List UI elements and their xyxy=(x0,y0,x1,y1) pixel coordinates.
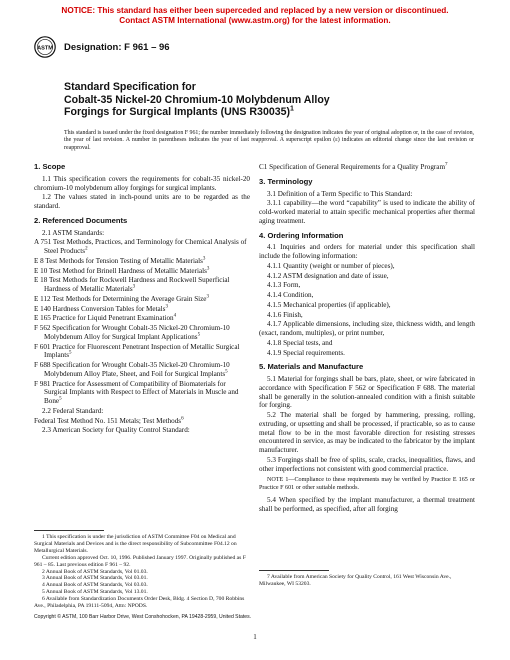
ordering-heading: 4. Ordering Information xyxy=(259,230,344,240)
title-line-2: Cobalt-35 Nickel-20 Chromium-10 Molybdenum Alloy xyxy=(64,93,330,106)
footnote-ref: 7 xyxy=(445,162,448,168)
scope-heading: 1. Scope xyxy=(34,162,66,171)
footnote-ref: 3 xyxy=(132,284,136,290)
footnotes-right xyxy=(259,574,475,588)
ref-e8 xyxy=(34,257,250,266)
footnote-ref: 2 xyxy=(85,246,88,252)
copyright: Copyright © ASTM, 100 Barr Harbor Drive, West Conshohocken, PA 19428-2959, United States. xyxy=(34,614,252,620)
para-3-1-1: 3.1.1 capability—the word “capability” is used to indicate the ability of cold-worked material to attain specific mechanical properties after thermal aging treatment. xyxy=(259,199,475,225)
footnote-ref: 3 xyxy=(206,266,210,272)
para-2-2: 2.2 Federal Standard: xyxy=(42,406,104,415)
ref-f981-text: F 981 Practice for Assessment of Compatibility of Biomaterials for Surgical Implants with Respect to Effect of Materials in Muscle and Bone xyxy=(34,379,239,405)
footnote: 2 Annual Book of ASTM Standards, Vol 01.03. xyxy=(42,568,148,575)
ref-f601-text: F 601 Practice for Fluorescent Penetrant Inspection of Metallic Surgical Implants xyxy=(34,342,240,360)
title-line-1: Standard Specification for xyxy=(64,81,196,93)
footnote-ref: 3 xyxy=(206,294,209,300)
para-5-1: 5.1 Material for forgings shall be bars, plate, sheet, or wire fabricated in accordance with Specification F 562 or Specification F 688. The material shall be generally in the solution-annealed condition with a finish suitable for forging. xyxy=(259,375,475,410)
ref-e10-text: E 10 Test Method for Brinell Hardness of Metallic Materials xyxy=(34,266,207,275)
ref-e165 xyxy=(34,314,250,323)
title-footnote-ref: 1 xyxy=(290,105,294,113)
order-item: 4.1.7 Applicable dimensions, including size, thickness width, and length (exact, random, multiples), or print number, xyxy=(259,320,475,337)
svg-text:ASTM: ASTM xyxy=(37,45,53,52)
order-item: 4.1.3 Form, xyxy=(267,281,301,290)
order-item: 4.1.4 Condition, xyxy=(267,291,314,299)
order-item: 4.1.8 Special tests, and xyxy=(267,338,333,347)
ref-e8-text: E 8 Test Methods for Tension Testing of Metallic Materials xyxy=(34,256,203,265)
footnote-ref: 4 xyxy=(173,313,177,319)
ref-e10 xyxy=(34,267,250,276)
note-1: NOTE 1—Compliance to these requirements may be verified by Practice E 165 or Practice F 601 or other suitable methods. xyxy=(259,477,475,491)
order-item: 4.1.6 Finish, xyxy=(267,310,303,319)
footnote: 1 This specification is under the jurisdiction of ASTM Committee F04 on Medical and Surgical Materials and Devices and is the direct responsibility of Subcommittee F04.12 on Metallurgical Materials. xyxy=(34,534,237,554)
footnote-ref: 5 xyxy=(69,350,72,356)
ref-f601 xyxy=(34,343,250,361)
footnote-ref: 5 xyxy=(225,369,228,375)
ref-f688 xyxy=(34,361,250,379)
ref-a751-text: A 751 Test Methods, Practices, and Terminology for Chemical Analysis of Steel Products xyxy=(34,238,247,255)
ref-e112 xyxy=(34,295,250,304)
footnotes-left xyxy=(34,534,250,610)
para-3-1: 3.1 Definition of a Term Specific to This Standard: xyxy=(267,189,413,198)
designation: Designation: F 961 – 96 xyxy=(64,42,170,53)
para-5-2: 5.2 The material shall be forged by hammering, pressing, rolling, extruding, or upsetting and shall be processed, if practicable, so as to cause metal flow to be in the most favorable direction for resisting stresses encountered in service, as may be indicated to the fabricator by the implant manufacturer. xyxy=(259,411,475,454)
page-number: 1 xyxy=(253,633,257,641)
footnote-divider-right xyxy=(259,570,329,571)
title-line-3-text: Forgings for Surgical Implants (UNS R30035) xyxy=(64,106,291,119)
footnote-ref: 3 xyxy=(165,304,168,310)
footnote-ref: 3 xyxy=(202,256,206,262)
ref-e140 xyxy=(34,305,250,314)
para-1-1: 1.1 This specification covers the requirements for cobalt-35 nickel-20 chromium-10 molybdenum alloy forgings for surgical implants. xyxy=(34,174,250,192)
ref-e165-text: E 165 Practice for Liquid Penetrant Examination xyxy=(34,314,174,323)
ref-f981 xyxy=(34,380,250,406)
materials-heading: 5. Materials and Manufacture xyxy=(259,362,364,372)
ref-c1 xyxy=(259,163,475,172)
astm-logo xyxy=(34,36,56,58)
ref-e140-text: E 140 Hardness Conversion Tables for Metals xyxy=(34,304,166,313)
preamble: This standard is issued under the fixed designation F 961; the number immediately following the designation indicates the year of original adoption or, in the case of revision, the year of last revision. A number in parentheses indicates the year of last reapproval. A superscript epsilon (ε) indicates an editorial change since the last revision or reapproval. xyxy=(64,130,474,151)
ref-fed151-text: Federal Test Method No. 151 Metals; Test Methods xyxy=(34,416,182,425)
ref-c1-text: C1 Specification of General Requirements for a Quality Program xyxy=(259,163,445,171)
notice-line-2: Contact ASTM International (www.astm.org) for the latest information. xyxy=(119,16,391,25)
document-title xyxy=(64,81,464,119)
supersede-notice xyxy=(0,6,510,26)
ref-fed151 xyxy=(34,417,250,426)
footnote-ref: 5 xyxy=(197,332,201,338)
para-2-1: 2.1 ASTM Standards: xyxy=(42,228,105,237)
footnote: 5 Annual Book of ASTM Standards, Vol 13.01. xyxy=(42,589,148,596)
ref-e18-text: E 18 Test Methods for Rockwell Hardness and Rockwell Superficial Hardness of Metallic Materials xyxy=(34,276,230,293)
ref-e112-text: E 112 Test Methods for Determining the Average Grain Size xyxy=(34,294,207,303)
footnote: 6 Available from Standardization Documents Order Desk, Bldg. 4 Section D, 700 Robbins Ave., Philadelphia, PA 19111-5094, Attn: NPODS. xyxy=(34,596,245,610)
footnote-ref: 5 xyxy=(59,396,62,402)
para-5-3: 5.3 Forgings shall be free of splits, scale, cracks, inequalities, flaws, and other imperfections not consistent with good commercial practice. xyxy=(259,455,475,473)
footnote: Current edition approved Oct. 10, 1996. Published January 1997. Originally published as F 961 – 85. Last previous edition F 961 – 92. xyxy=(34,554,246,568)
left-column xyxy=(34,163,250,436)
ref-e18 xyxy=(34,276,250,294)
order-item: 4.1.9 Special requirements. xyxy=(267,348,345,357)
refs-heading: 2. Referenced Documents xyxy=(34,215,128,225)
order-item: 4.1.2 ASTM designation and date of issue, xyxy=(267,271,389,280)
para-4-1: 4.1 Inquiries and orders for material under this specification shall include the following information: xyxy=(259,243,475,260)
title-line-3 xyxy=(64,106,464,119)
order-item: 4.1.1 Quantity (weight or number of pieces), xyxy=(267,261,395,270)
footnote: 7 Available from American Society for Quality Control, 161 West Wisconsin Ave., Milwaukee, WI 53203. xyxy=(259,574,452,587)
para-1-2: 1.2 The values stated in inch-pound units are to be regarded as the standard. xyxy=(34,193,250,210)
notice-line-1: NOTICE: This standard has either been superceded and replaced by a new version or discontinued. xyxy=(61,6,449,15)
ref-f562-text: F 562 Specification for Wrought Cobalt-35 Nickel-20 Chromium-10 Molybdenum Alloy for Surgical Implant Applications xyxy=(34,324,230,341)
order-item: 4.1.5 Mechanical properties (if applicable), xyxy=(267,300,391,309)
para-5-4: 5.4 When specified by the implant manufacturer, a thermal treatment shall be performed, as specified, after all forging xyxy=(259,496,475,513)
footnote: 3 Annual Book of ASTM Standards, Vol 03.01. xyxy=(42,575,148,582)
para-2-3: 2.3 American Society for Quality Control Standard: xyxy=(42,426,190,435)
footnote: 4 Annual Book of ASTM Standards, Vol 03.03. xyxy=(42,582,148,589)
footnote-divider-left xyxy=(34,530,104,531)
ref-a751 xyxy=(34,238,250,256)
ref-f688-text: F 688 Specification for Wrought Cobalt-35 Nickel-20 Chromium-10 Molybdenum Alloy Plate, Sheet, and Foil for Surgical Implants xyxy=(34,361,230,378)
footnote-ref: 6 xyxy=(181,416,184,422)
right-column xyxy=(259,163,475,515)
terminology-heading: 3. Terminology xyxy=(259,176,313,186)
ref-f562 xyxy=(34,324,250,342)
